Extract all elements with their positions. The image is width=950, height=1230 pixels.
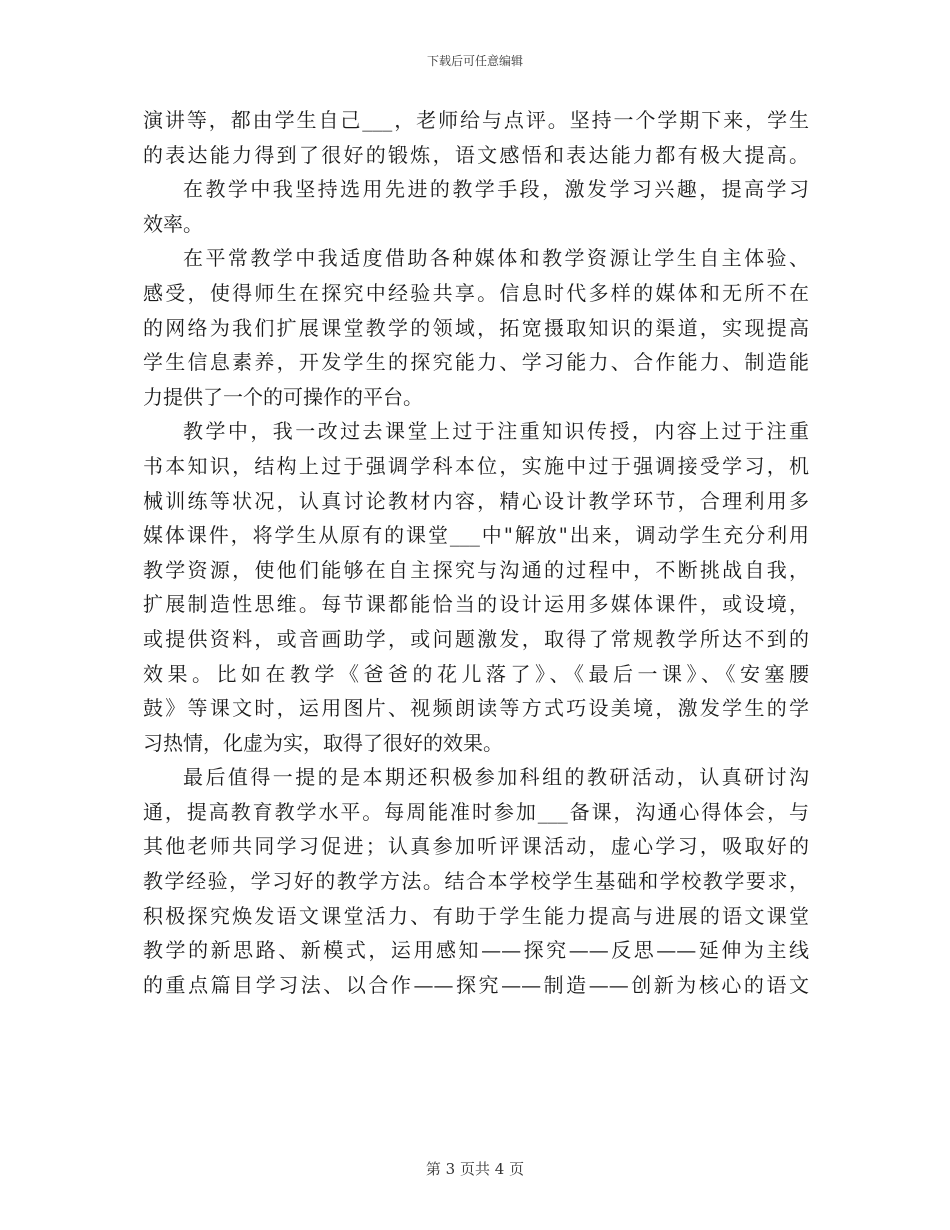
text-line: 鼓》等课文时，运用图片、视频朗读等方式巧设美境，激发学生的学 <box>143 696 809 721</box>
text-line: 效率。 <box>143 211 203 236</box>
document-body <box>143 103 809 1002</box>
text-line: 积极探究焕发语文课堂活力、有助于学生能力提高与进展的语文课堂 <box>143 903 809 928</box>
page-footer: 第 3 页共 4 页 <box>425 1160 525 1178</box>
text-line: 扩展制造性思维。每节课都能恰当的设计运用多媒体课件，或设境， <box>143 592 809 617</box>
text-line: 通，提高教育教学水平。每周能准时参加___备课，沟通心得体会，与 <box>143 799 809 824</box>
paragraph-first-line: 最后值得一提的是本期还积极参加科组的教研活动，认真研讨沟 <box>183 765 809 790</box>
text-line: 或提供资料，或音画助学，或问题激发，取得了常规教学所达不到的 <box>143 626 809 651</box>
text-line: 力提供了一个的可操作的平台。 <box>143 384 423 409</box>
paragraph-first-line: 在平常教学中我适度借助各种媒体和教学资源让学生自主体验、 <box>183 246 809 271</box>
paragraph-first-line: 教学中，我一改过去课堂上过于注重知识传授，内容上过于注重 <box>183 419 809 444</box>
text-line: 媒体课件，将学生从原有的课堂___中"解放"出来，调动学生充分利用 <box>143 523 809 548</box>
page-header: 下载后可任意编辑 <box>426 54 523 68</box>
paragraph-first-line: 在教学中我坚持选用先进的教学手段，激发学习兴趣，提高学习 <box>183 177 809 202</box>
text-line: 的网络为我们扩展课堂教学的领域，拓宽摄取知识的渠道，实现提高 <box>143 315 809 340</box>
text-line: 教学经验，学习好的教学方法。结合本学校学生基础和学校教学要求， <box>143 869 809 894</box>
text-line: 习热情，化虚为实，取得了很好的效果。 <box>143 730 503 755</box>
text-line: 演讲等，都由学生自己___，老师给与点评。坚持一个学期下来，学生 <box>143 108 809 132</box>
text-line: 学生信息素养，开发学生的探究能力、学习能力、合作能力、制造能 <box>143 350 809 375</box>
text-line: 的重点篇目学习法、以合作——探究——制造——创新为核心的语文 <box>143 972 809 997</box>
text-line: 感受，使得师生在探究中经验共享。信息时代多样的媒体和无所不在 <box>143 280 809 305</box>
text-line: 的表达能力得到了很好的锻炼，语文感悟和表达能力都有极大提高。 <box>143 142 809 167</box>
text-line: 书本知识，结构上过于强调学科本位，实施中过于强调接受学习，机 <box>143 453 809 478</box>
text-line: 教学的新思路、新模式，运用感知——探究——反思——延伸为主线 <box>143 938 809 963</box>
text-line: 教学资源，使他们能够在自主探究与沟通的过程中，不断挑战自我， <box>143 557 809 582</box>
text-line: 效果。比如在教学《爸爸的花儿落了》、《最后一课》、《安塞腰 <box>143 661 809 686</box>
text-line: 其他老师共同学习促进；认真参加听评课活动，虚心学习，吸取好的 <box>143 834 809 859</box>
text-line: 械训练等状况，认真讨论教材内容，精心设计教学环节，合理利用多 <box>143 488 809 513</box>
